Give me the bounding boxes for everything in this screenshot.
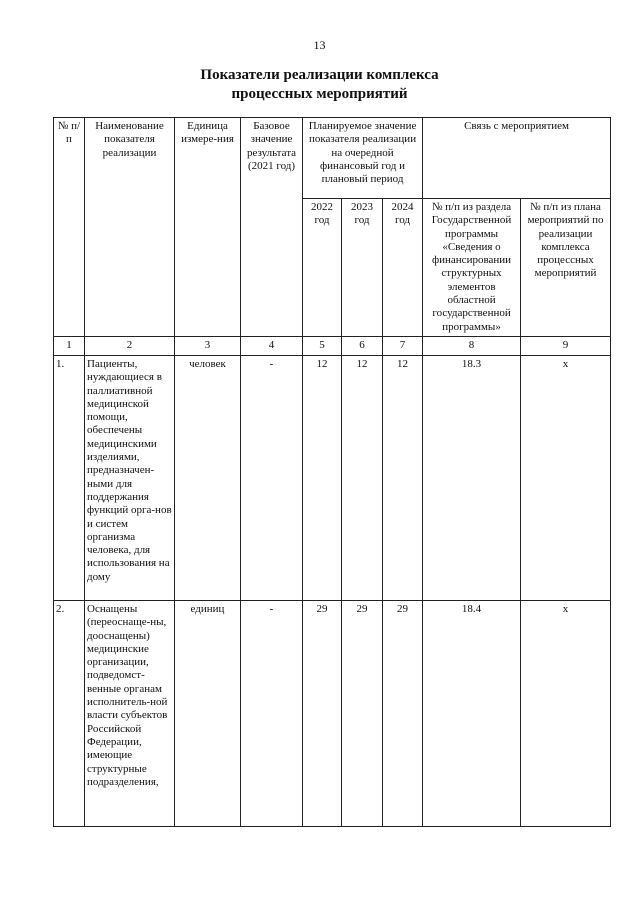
title-line-1: Показатели реализации комплекса [200,67,439,83]
row-link-state-program: 18.3 [423,355,521,600]
header-name: Наименование показателя реализации [85,118,175,337]
indicators-table [53,117,611,827]
row-num: 1. [54,355,85,600]
row-link-state-program: 18.4 [423,600,521,826]
column-number: 9 [521,336,611,355]
row-value-2022: 12 [303,355,342,600]
column-number: 3 [175,336,241,355]
column-number: 5 [303,336,342,355]
row-value-2023: 12 [342,355,383,600]
row-base-value: - [241,355,303,600]
row-base-value: - [241,600,303,826]
row-unit: человек [175,355,241,600]
row-link-plan: x [521,355,611,600]
header-link: Связь с мероприятием [423,118,611,199]
row-indicator-name: Оснащены (переоснаще-ны, дооснащены) медицинские организации, подведомст-венные органам исполнитель-ной власти субъектов Российской Федерации, имеющие структурные подразделения, [85,600,175,826]
header-year-2024: 2024 год [383,199,423,337]
row-value-2024: 12 [383,355,423,600]
header-base: Базовое значение результата (2021 год) [241,118,303,337]
header-row-1 [54,118,611,199]
header-year-2023: 2023 год [342,199,383,337]
header-year-2022: 2022 год [303,199,342,337]
document-title [0,66,639,104]
column-number: 4 [241,336,303,355]
column-number: 1 [54,336,85,355]
row-value-2023: 29 [342,600,383,826]
row-link-plan: x [521,600,611,826]
row-value-2022: 29 [303,600,342,826]
row-num: 2. [54,600,85,826]
row-indicator-name: Пациенты, нуждающиеся в паллиативной медицинской помощи, обеспечены медицинскими изделиями, предназначен-ными для поддержания функций орга-нов и систем организма человека, для использования на дому [85,355,175,600]
header-link-state-program: № п/п из раздела Государственной программы «Сведения о финансировании структурных элементов областной государственной программы» [423,199,521,337]
row-unit: единиц [175,600,241,826]
header-num: № п/п [54,118,85,337]
column-number: 2 [85,336,175,355]
column-number: 7 [383,336,423,355]
table-row [54,600,611,826]
header-link-plan: № п/п из плана мероприятий по реализации комплекса процессных мероприятий [521,199,611,337]
table-row [54,355,611,600]
column-numbers-row [54,336,611,355]
column-number: 8 [423,336,521,355]
title-line-2: процессных мероприятий [231,86,408,102]
header-unit: Единица измере-ния [175,118,241,337]
header-planned: Планируемое значение показателя реализации на очередной финансовый год и плановый период [303,118,423,199]
column-number: 6 [342,336,383,355]
page-number: 13 [313,38,326,52]
row-value-2024: 29 [383,600,423,826]
